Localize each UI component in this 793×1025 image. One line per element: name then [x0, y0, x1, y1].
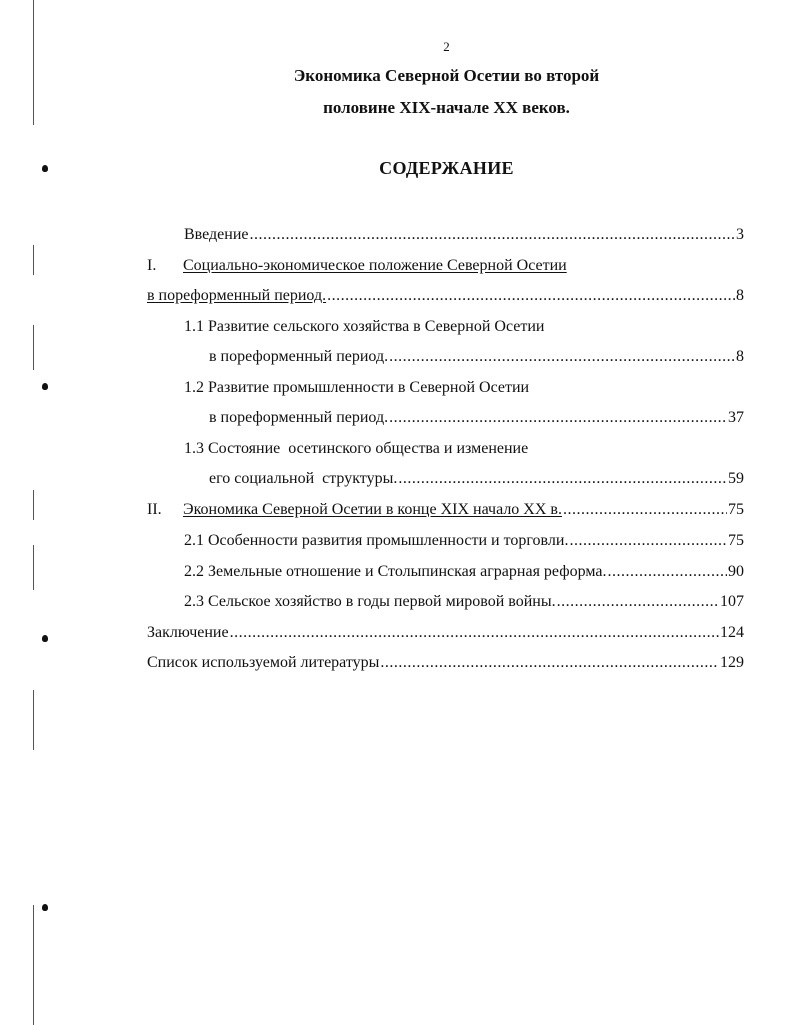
dot-leader — [607, 562, 727, 582]
binding-hole-mark — [42, 383, 48, 390]
toc-entry-label: Введение — [184, 226, 249, 243]
dot-leader — [563, 500, 727, 520]
dot-leader — [557, 592, 719, 612]
toc-entry-page: 37 — [728, 409, 744, 426]
toc-entry-label: Список используемой литературы — [147, 654, 380, 671]
toc-part-label-text: Экономика Северной Осетии в конце XIX начало XX в. — [183, 501, 562, 518]
margin-line — [33, 325, 34, 370]
margin-line — [33, 245, 34, 275]
toc-part-numeral: I. — [147, 257, 157, 274]
toc-entry-page: 75 — [728, 501, 744, 518]
toc-section-1-3-cont — [209, 469, 744, 489]
dot-leader — [327, 286, 735, 306]
toc-section-1-3: 1.3 Состояние осетинского общества и изменение — [184, 440, 529, 457]
toc-section-1-2-cont — [209, 408, 744, 428]
toc-entry-page: 8 — [736, 348, 744, 365]
margin-line — [33, 690, 34, 750]
toc-part-1-title — [147, 256, 567, 276]
binding-hole-mark — [42, 904, 48, 911]
toc-entry-label: в пореформенный период. — [209, 348, 389, 365]
toc-entry-page: 107 — [720, 593, 744, 610]
toc-entry-intro — [184, 225, 744, 245]
margin-line — [33, 905, 34, 1025]
toc-entry-page: 90 — [728, 563, 744, 580]
toc-part-label-cont: в пореформенный период. — [147, 287, 327, 304]
document-title-line-1: Экономика Северной Осетии во второй — [293, 66, 600, 85]
margin-line — [33, 545, 34, 590]
toc-entry-page: 129 — [720, 654, 744, 671]
dot-leader — [398, 469, 727, 489]
dot-leader — [380, 653, 719, 673]
toc-part-2-title — [147, 500, 744, 520]
binding-hole-mark — [42, 635, 48, 642]
dot-leader — [230, 623, 719, 643]
toc-part-1-line-2 — [147, 286, 744, 306]
toc-entry-label: Заключение — [147, 624, 229, 641]
toc-entry-label: его социальной структуры. — [209, 470, 398, 487]
margin-line — [33, 490, 34, 520]
dot-leader — [389, 347, 735, 367]
toc-section-2-3 — [184, 592, 744, 612]
toc-entry-conclusion — [147, 623, 744, 643]
toc-part-numeral: II. — [147, 501, 162, 518]
toc-entry-page: 59 — [728, 470, 744, 487]
toc-part-label: Социально-экономическое положение Северной Осетии — [183, 257, 567, 274]
toc-section-1-1: 1.1 Развитие сельского хозяйства в Северной Осетии — [184, 318, 545, 335]
toc-entry-page: 8 — [736, 287, 744, 304]
dot-leader — [250, 225, 736, 245]
dot-leader — [389, 408, 727, 428]
toc-entry-bibliography — [147, 653, 744, 673]
toc-entry-page: 75 — [728, 532, 744, 549]
contents-heading: СОДЕРЖАНИЕ — [379, 158, 514, 178]
toc-section-1-1-cont — [209, 347, 744, 367]
dot-leader — [569, 531, 727, 551]
toc-entry-label: 2.2 Земельные отношение и Столыпинская аграрная реформа. — [184, 563, 607, 580]
toc-section-2-2 — [184, 562, 744, 582]
toc-entry-label: 2.1 Особенности развития промышленности и торговли. — [184, 532, 569, 549]
toc-entry-page: 3 — [736, 226, 744, 243]
toc-section-2-1 — [184, 531, 744, 551]
toc-part-label — [147, 500, 562, 520]
toc-section-1-2: 1.2 Развитие промышленности в Северной Осетии — [184, 379, 530, 396]
toc-entry-page: 124 — [720, 624, 744, 641]
page-number: 2 — [443, 39, 450, 54]
toc-entry-label: 2.3 Сельское хозяйство в годы первой мировой войны. — [184, 593, 556, 610]
toc-entry-label: в пореформенный период. — [209, 409, 389, 426]
document-title-line-2: половине XIX-начале XX веков. — [323, 98, 570, 117]
